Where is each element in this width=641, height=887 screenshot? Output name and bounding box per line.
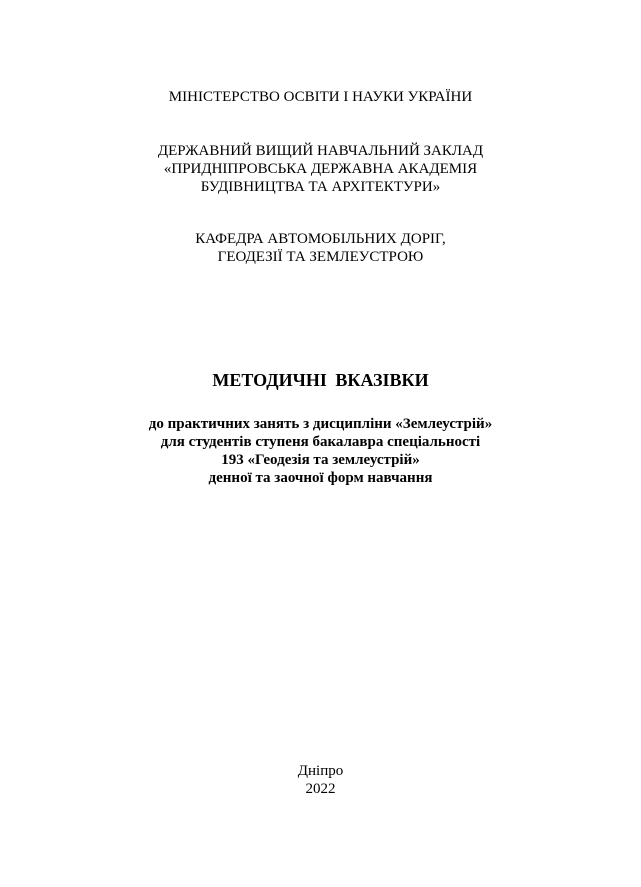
institution-line: ДЕРЖАВНИЙ ВИЩИЙ НАВЧАЛЬНИЙ ЗАКЛАД [157, 143, 484, 159]
document-title [0, 369, 641, 391]
publication-info [0, 762, 641, 798]
institution-line: «ПРИДНІПРОВСЬКА ДЕРЖАВНА АКАДЕМІЯ [163, 161, 478, 177]
subtitle-line: денної та заочної форм навчання [208, 470, 433, 486]
department-line: ГЕОДЕЗІЇ ТА ЗЕМЛЕУСТРОЮ [217, 249, 424, 265]
subtitle-line: 193 «Геодезія та землеустрій» [221, 452, 420, 468]
institution-line: БУДІВНИЦТВА ТА АРХІТЕКТУРИ» [200, 179, 441, 195]
subtitle-line: до практичних занять з дисципліни «Землеустрій» [148, 416, 493, 432]
ministry-name: МІНІСТЕРСТВО ОСВІТИ І НАУКИ УКРАЇНИ [168, 89, 473, 105]
publication-city: Дніпро [297, 763, 344, 779]
department-line: КАФЕДРА АВТОМОБІЛЬНИХ ДОРІГ, [195, 231, 446, 247]
document-subtitle [0, 415, 641, 487]
ministry-heading [0, 88, 641, 106]
publication-year: 2022 [305, 781, 336, 797]
institution-heading [0, 142, 641, 196]
department-heading [0, 230, 641, 266]
document-title-text: МЕТОДИЧНІ ВКАЗІВКИ [212, 370, 429, 390]
subtitle-line: для студентів ступеня бакалавра спеціальності [160, 434, 481, 450]
